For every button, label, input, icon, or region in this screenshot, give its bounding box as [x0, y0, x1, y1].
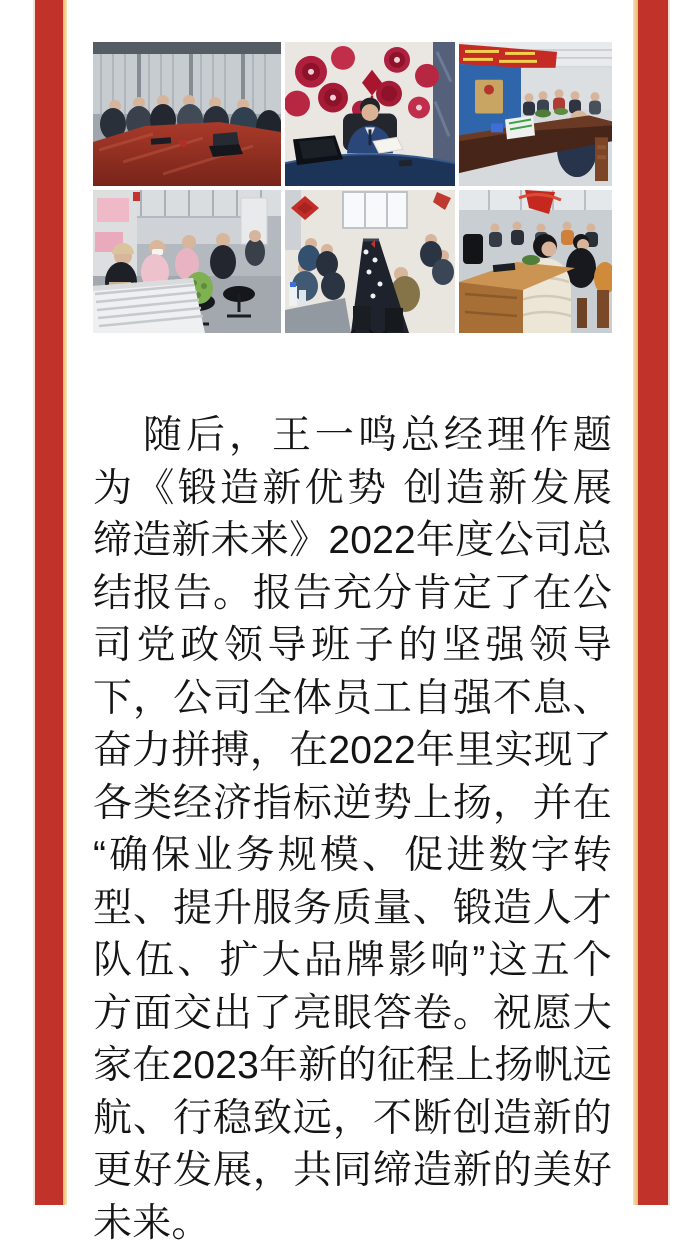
- photo-manager-report[interactable]: [285, 42, 455, 186]
- photo-illustration: [93, 42, 281, 186]
- photo-conference-red-table[interactable]: [93, 42, 281, 186]
- wooden-chair: [595, 137, 608, 181]
- bright-window: [343, 192, 407, 228]
- article-paragraph: 随后，王一鸣总经理作题为《锻造新优势 创造新发展 缔造新未来》2022年度公司总结报告。报告充分肯定了在公司党政领导班子的坚强领导下，公司全体员工自强不息、奋力拼搏，在2022年里实现了各类经济指标逆势上扬，并在“确保业务规模、促进数字转型、提升服务质量、锻造人才队伍、扩大品牌影响”这五个方面交出了亮眼答卷。祝愿大家在2023年新的征程上扬帆远航、行稳致远，不断创造新的更好发展，共同缔造新的美好未来。: [93, 414, 612, 1245]
- photo-banner-meeting-hall[interactable]: [459, 42, 612, 186]
- black-chair: [463, 234, 483, 264]
- photo-audience-rows[interactable]: [459, 190, 612, 333]
- photo-illustration: [459, 42, 612, 186]
- air-conditioner-unit: [93, 278, 205, 333]
- photo-illustration: [285, 42, 455, 186]
- photo-long-table-meeting[interactable]: [285, 190, 455, 333]
- photo-illustration: [285, 190, 455, 333]
- right-red-border: [633, 0, 670, 1205]
- left-border-gold-stripe: [63, 0, 67, 1205]
- right-border-red-bar: [638, 0, 668, 1205]
- right-border-cream-line: [668, 0, 670, 1205]
- photo-office-audience[interactable]: [93, 190, 281, 333]
- photo-collage: [93, 42, 612, 333]
- left-border-red-bar: [35, 0, 63, 1205]
- photo-illustration: [459, 190, 612, 333]
- photo-illustration: [93, 190, 281, 333]
- left-red-border: [33, 0, 67, 1205]
- side-window: [285, 190, 301, 250]
